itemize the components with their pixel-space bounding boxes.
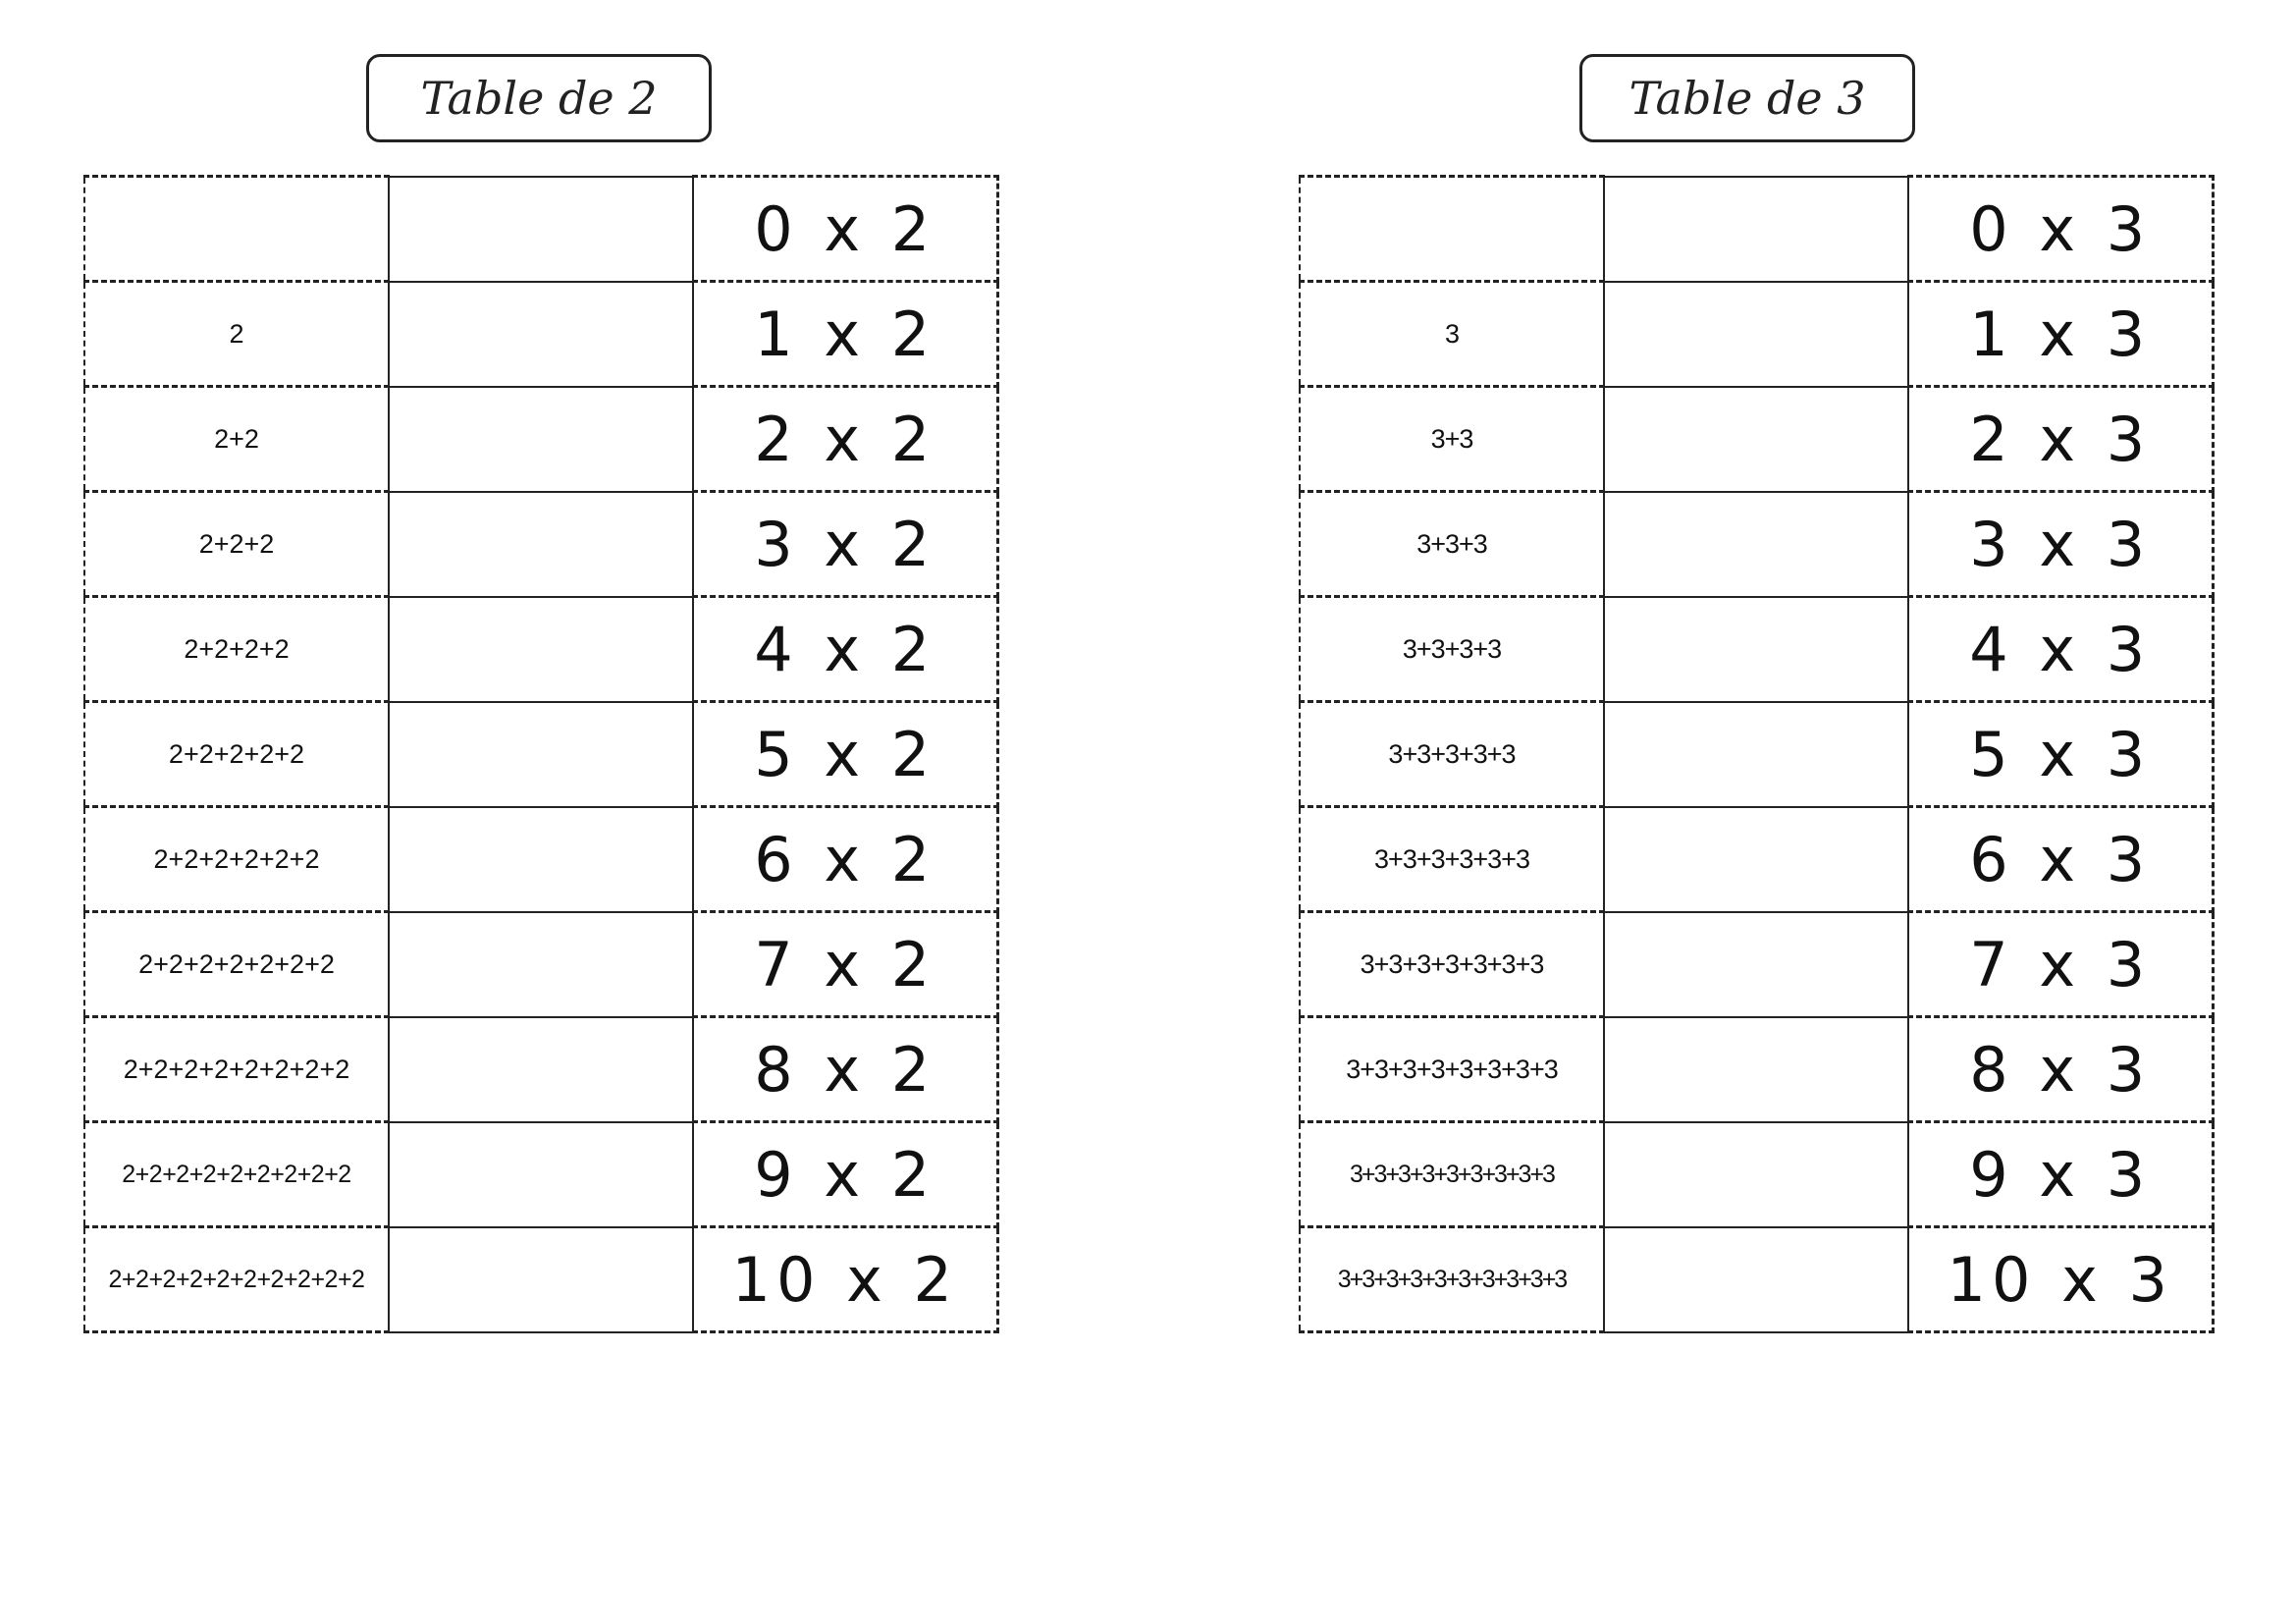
multiplication-cell: 1 x 3 — [1908, 282, 2213, 387]
answer-blank-cell — [1604, 387, 1908, 492]
multiplication-cell: 5 x 2 — [693, 702, 997, 807]
multiplication-cell: 8 x 2 — [693, 1017, 997, 1122]
answer-blank-cell — [1604, 1017, 1908, 1122]
table-2-title: Table de 2 — [366, 54, 712, 142]
addition-cell: 3+3+3+3 — [1300, 597, 1604, 702]
table-row — [84, 912, 997, 1017]
table-row — [1300, 1017, 2213, 1122]
addition-cell: 2+2 — [84, 387, 389, 492]
answer-blank-cell — [389, 387, 693, 492]
multiplication-cell: 4 x 3 — [1908, 597, 2213, 702]
addition-cell: 3+3+3 — [1300, 492, 1604, 597]
table-row — [84, 282, 997, 387]
addition-cell: 3+3+3+3+3+3+3+3 — [1300, 1017, 1604, 1122]
answer-blank-cell — [389, 1017, 693, 1122]
multiplication-cell: 5 x 3 — [1908, 702, 2213, 807]
addition-cell — [1300, 177, 1604, 282]
multiplication-cell: 7 x 3 — [1908, 912, 2213, 1017]
answer-blank-cell — [389, 492, 693, 597]
answer-blank-cell — [389, 1227, 693, 1332]
answer-blank-cell — [389, 702, 693, 807]
multiplication-cell: 4 x 2 — [693, 597, 997, 702]
answer-blank-cell — [1604, 492, 1908, 597]
answer-blank-cell — [1604, 1122, 1908, 1227]
addition-cell: 2+2+2 — [84, 492, 389, 597]
table-row — [1300, 1227, 2213, 1332]
table-row — [1300, 807, 2213, 912]
answer-blank-cell — [1604, 912, 1908, 1017]
table-3-title: Table de 3 — [1579, 54, 1915, 142]
answer-blank-cell — [1604, 282, 1908, 387]
addition-cell: 2+2+2+2+2 — [84, 702, 389, 807]
multiplication-cell: 9 x 3 — [1908, 1122, 2213, 1227]
table-row — [1300, 282, 2213, 387]
multiplication-cell: 2 x 3 — [1908, 387, 2213, 492]
multiplication-cell: 8 x 3 — [1908, 1017, 2213, 1122]
addition-cell: 2 — [84, 282, 389, 387]
answer-blank-cell — [389, 807, 693, 912]
multiplication-cell: 9 x 2 — [693, 1122, 997, 1227]
multiplication-cell: 3 x 3 — [1908, 492, 2213, 597]
multiplication-cell: 7 x 2 — [693, 912, 997, 1017]
table-row — [1300, 912, 2213, 1017]
table-row — [84, 702, 997, 807]
addition-cell: 2+2+2+2 — [84, 597, 389, 702]
multiplication-cell: 10 x 2 — [693, 1227, 997, 1332]
addition-cell: 2+2+2+2+2+2+2+2 — [84, 1017, 389, 1122]
addition-cell: 3 — [1300, 282, 1604, 387]
multiplication-cell: 0 x 3 — [1908, 177, 2213, 282]
table-row — [1300, 1122, 2213, 1227]
multiplication-cell: 6 x 2 — [693, 807, 997, 912]
multiplication-cell: 2 x 2 — [693, 387, 997, 492]
table-row — [1300, 597, 2213, 702]
multiplication-cell: 3 x 2 — [693, 492, 997, 597]
answer-blank-cell — [1604, 1227, 1908, 1332]
multiplication-cell: 1 x 2 — [693, 282, 997, 387]
answer-blank-cell — [1604, 702, 1908, 807]
answer-blank-cell — [389, 282, 693, 387]
addition-cell: 3+3+3+3+3+3 — [1300, 807, 1604, 912]
addition-cell: 3+3+3+3+3+3+3+3+3 — [1300, 1122, 1604, 1227]
addition-cell: 3+3 — [1300, 387, 1604, 492]
addition-cell — [84, 177, 389, 282]
answer-blank-cell — [389, 912, 693, 1017]
answer-blank-cell — [1604, 597, 1908, 702]
answer-blank-cell — [389, 177, 693, 282]
addition-cell: 3+3+3+3+3 — [1300, 702, 1604, 807]
table-row — [84, 387, 997, 492]
table-row — [84, 1122, 997, 1227]
table-row — [84, 807, 997, 912]
answer-blank-cell — [389, 597, 693, 702]
table-row — [1300, 177, 2213, 282]
table-row — [84, 177, 997, 282]
addition-cell: 3+3+3+3+3+3+3+3+3+3 — [1300, 1227, 1604, 1332]
table-row — [84, 1227, 997, 1332]
table-3-grid — [1299, 175, 2215, 1333]
addition-cell: 2+2+2+2+2+2+2 — [84, 912, 389, 1017]
table-row — [1300, 492, 2213, 597]
addition-cell: 3+3+3+3+3+3+3 — [1300, 912, 1604, 1017]
table-row — [84, 1017, 997, 1122]
multiplication-cell: 6 x 3 — [1908, 807, 2213, 912]
table-row — [1300, 387, 2213, 492]
answer-blank-cell — [1604, 177, 1908, 282]
table-row — [84, 492, 997, 597]
multiplication-cell: 10 x 3 — [1908, 1227, 2213, 1332]
table-2-grid — [83, 175, 999, 1333]
answer-blank-cell — [1604, 807, 1908, 912]
addition-cell: 2+2+2+2+2+2+2+2+2+2 — [84, 1227, 389, 1332]
answer-blank-cell — [389, 1122, 693, 1227]
addition-cell: 2+2+2+2+2+2 — [84, 807, 389, 912]
addition-cell: 2+2+2+2+2+2+2+2+2 — [84, 1122, 389, 1227]
multiplication-cell: 0 x 2 — [693, 177, 997, 282]
table-row — [84, 597, 997, 702]
table-row — [1300, 702, 2213, 807]
